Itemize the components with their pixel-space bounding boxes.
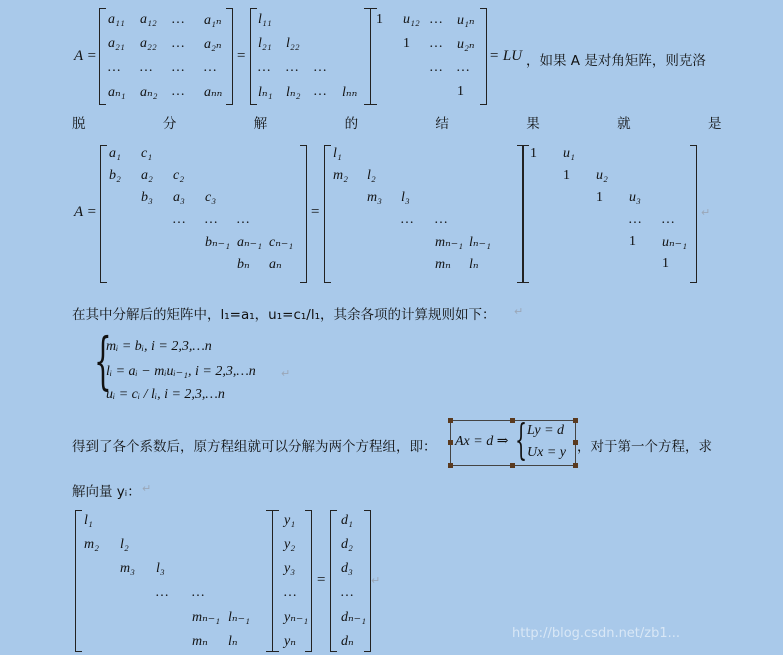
eq1-U-cell: … bbox=[430, 60, 443, 75]
eq1-L-cell: lₙ₂ bbox=[286, 85, 301, 100]
eq2-L-cell: mₙ₋₁ bbox=[435, 235, 464, 250]
eq3-y-cell: y₁ bbox=[284, 513, 296, 528]
eq2-U-cell: … bbox=[662, 212, 675, 227]
eq3-d-left-bracket bbox=[330, 510, 337, 652]
eq3-y-cell: yₙ bbox=[284, 634, 296, 649]
eq2-paragraph-mark: ↵ bbox=[701, 206, 711, 219]
eq1-U-right-bracket bbox=[480, 8, 487, 105]
eq3-L-cell: l₁ bbox=[84, 513, 93, 528]
eq2-L-cell: m₃ bbox=[367, 190, 382, 205]
eq1-A-cell: a₂ₙ bbox=[204, 37, 222, 52]
eq3-L-left-bracket bbox=[75, 510, 82, 652]
eq2-A-cell: … bbox=[173, 212, 186, 227]
eq1-A-cell: … bbox=[172, 12, 185, 27]
eq3-y-cell: y₂ bbox=[284, 537, 296, 552]
resize-handle-tr[interactable] bbox=[573, 418, 578, 423]
eq1-L-cell: l₂₂ bbox=[286, 36, 300, 51]
rule-u: uᵢ = cᵢ / lᵢ, i = 2,3,…n bbox=[106, 387, 225, 402]
eq2-L-cell: l₃ bbox=[401, 190, 410, 205]
eq3-L-cell: m₂ bbox=[84, 537, 99, 552]
eq1-A-cell: aₙₙ bbox=[204, 85, 223, 100]
eq1-A-cell: … bbox=[140, 60, 153, 75]
box-lhs: Ax = d ⇒ bbox=[455, 434, 509, 449]
eq2-A-cell: a₁ bbox=[109, 146, 121, 161]
resize-handle-ml[interactable] bbox=[448, 440, 453, 445]
eq2-A-cell: aₙ bbox=[269, 257, 282, 272]
eq1-lhs: A = bbox=[74, 48, 97, 64]
eq1-L-cell: … bbox=[258, 60, 271, 75]
eq1-line2-char: 分 bbox=[162, 116, 177, 132]
eq2-A-cell: c₃ bbox=[205, 190, 217, 205]
rules-brace: { bbox=[94, 324, 112, 397]
eq1-U-cell: u₁ₙ bbox=[457, 13, 475, 28]
eq3-y-cell: yₙ₋₁ bbox=[284, 610, 309, 625]
eq1-line2-char: 的 bbox=[344, 116, 359, 132]
eq2-A-cell: bₙ bbox=[237, 257, 250, 272]
eq1-L-cell: … bbox=[314, 84, 327, 99]
eq3-y-left-bracket bbox=[272, 510, 279, 652]
rule-l: lᵢ = aᵢ − mᵢuᵢ₋₁, i = 2,3,…n bbox=[106, 364, 256, 379]
eq2-A-cell: bₙ₋₁ bbox=[205, 235, 230, 250]
eq3-d-cell: … bbox=[341, 585, 354, 600]
eq2-A-left-bracket bbox=[100, 145, 107, 283]
eq2-equals: = bbox=[310, 204, 321, 220]
para2-paragraph-mark: ↵ bbox=[142, 482, 152, 495]
eq1-L-left-bracket bbox=[250, 8, 257, 105]
eq1-L-cell: l₁₁ bbox=[258, 12, 272, 27]
eq1-line2-char: 是 bbox=[708, 116, 722, 132]
eq2-U-cell: 1 bbox=[530, 146, 537, 161]
eq1-text: ，如果 A 是对角矩阵，则克洛 bbox=[526, 53, 706, 69]
eq2-U-cell: 1 bbox=[563, 168, 570, 183]
eq3-L-cell: lₙ bbox=[228, 634, 238, 649]
eq1-A-left-bracket bbox=[99, 8, 106, 105]
eq3-d-cell: dₙ₋₁ bbox=[341, 610, 366, 625]
eq1-U-cell: … bbox=[430, 12, 443, 27]
eq1-equals: = bbox=[236, 48, 247, 64]
para2-text-before: 得到了各个系数后，原方程组就可以分解为两个方程组，即： bbox=[72, 439, 437, 455]
eq1-L-cell: lₙₙ bbox=[342, 85, 358, 100]
eq3-d-cell: dₙ bbox=[341, 634, 354, 649]
eq3-d-cell: d₁ bbox=[341, 513, 353, 528]
eq2-L-cell: lₙ bbox=[469, 257, 479, 272]
eq1-A-cell: … bbox=[172, 84, 185, 99]
eq1-A-cell: … bbox=[172, 36, 185, 51]
eq3-L-cell: … bbox=[156, 585, 169, 600]
eq1-A-right-bracket bbox=[226, 8, 233, 105]
para2-text-after: ，对于第一个方程，求 bbox=[577, 439, 712, 455]
eq1-A-cell: a₁ₙ bbox=[204, 13, 222, 28]
rule-m: mᵢ = bᵢ, i = 2,3,…n bbox=[106, 339, 212, 354]
para2-line2: 解向量 yᵢ： bbox=[72, 484, 141, 500]
eq1-L-cell: … bbox=[286, 60, 299, 75]
eq1-line2-char: 结 bbox=[435, 116, 449, 132]
para1-paragraph-mark: ↵ bbox=[514, 305, 524, 318]
eq1-line2-char: 果 bbox=[526, 116, 540, 132]
eq2-A-cell: a₂ bbox=[141, 168, 153, 183]
eq2-L-cell: … bbox=[435, 212, 448, 227]
box-eq-ly: Ly = d bbox=[527, 423, 565, 438]
eq2-L-cell: … bbox=[401, 212, 414, 227]
rules-paragraph-mark: ↵ bbox=[281, 367, 291, 380]
eq1-A-cell: a₂₁ bbox=[108, 36, 125, 51]
eq2-L-cell: lₙ₋₁ bbox=[469, 235, 491, 250]
watermark: http://blog.csdn.net/zb1... bbox=[512, 626, 681, 641]
eq2-L-cell: l₂ bbox=[367, 168, 376, 183]
eq2-U-right-bracket bbox=[690, 145, 697, 283]
eq1-U-cell: 1 bbox=[403, 36, 410, 51]
eq2-U-cell: 1 bbox=[662, 256, 669, 271]
eq1-U-cell: 1 bbox=[457, 84, 464, 99]
eq2-U-cell: u₁ bbox=[563, 146, 575, 161]
eq3-paragraph-mark: ↵ bbox=[371, 574, 381, 587]
eq1-U-cell: … bbox=[430, 36, 443, 51]
eq1-U-cell: u₁₂ bbox=[403, 12, 420, 27]
eq2-A-cell: c₂ bbox=[173, 168, 185, 183]
eq1-A-cell: … bbox=[204, 60, 217, 75]
eq2-U-cell: 1 bbox=[629, 234, 636, 249]
eq2-U-cell: uₙ₋₁ bbox=[662, 235, 687, 250]
eq2-U-left-bracket bbox=[522, 145, 529, 283]
eq3-L-cell: … bbox=[192, 585, 205, 600]
eq3-L-cell: mₙ₋₁ bbox=[192, 610, 221, 625]
eq2-A-cell: aₙ₋₁ bbox=[237, 235, 262, 250]
eq2-lhs: A = bbox=[74, 204, 97, 220]
eq1-U-cell: … bbox=[457, 60, 470, 75]
eq2-A-cell: a₃ bbox=[173, 190, 185, 205]
eq2-A-cell: b₂ bbox=[109, 168, 121, 183]
eq1-L-cell: lₙ₁ bbox=[258, 85, 273, 100]
eq3-L-cell: l₂ bbox=[120, 537, 129, 552]
eq3-y-cell: y₃ bbox=[284, 561, 296, 576]
eq1-rhs: = LU bbox=[489, 48, 523, 64]
eq3-equals: = bbox=[316, 572, 327, 588]
eq2-A-right-bracket bbox=[300, 145, 307, 283]
eq2-A-cell: cₙ₋₁ bbox=[269, 235, 294, 250]
resize-handle-bl[interactable] bbox=[448, 463, 453, 468]
eq1-A-cell: … bbox=[172, 60, 185, 75]
eq3-L-cell: l₃ bbox=[156, 561, 165, 576]
para1-text: 在其中分解后的矩阵中，l₁=a₁，u₁=c₁/l₁，其余各项的计算规则如下： bbox=[72, 307, 496, 323]
eq2-U-cell: u₂ bbox=[596, 168, 608, 183]
resize-handle-tl[interactable] bbox=[448, 418, 453, 423]
eq1-line2-char: 脱 bbox=[72, 116, 86, 132]
box-eq-ux: Ux = y bbox=[527, 445, 566, 460]
eq2-L-cell: m₂ bbox=[333, 168, 348, 183]
eq2-L-left-bracket bbox=[324, 145, 331, 283]
eq1-A-cell: a₂₂ bbox=[140, 36, 157, 51]
eq2-L-cell: l₁ bbox=[333, 146, 342, 161]
eq1-L-cell: … bbox=[314, 60, 327, 75]
eq2-U-cell: u₃ bbox=[629, 190, 641, 205]
eq1-U-cell: 1 bbox=[376, 12, 383, 27]
formula-object-box[interactable] bbox=[450, 415, 576, 466]
eq1-L-cell: l₂₁ bbox=[258, 36, 272, 51]
eq1-line2-char: 解 bbox=[253, 116, 268, 132]
eq2-A-cell: c₁ bbox=[141, 146, 153, 161]
eq2-U-cell: … bbox=[629, 212, 642, 227]
eq1-A-cell: a₁₂ bbox=[140, 12, 157, 27]
eq1-line2-char: 就 bbox=[617, 116, 631, 132]
eq2-U-cell: 1 bbox=[596, 190, 603, 205]
eq2-A-cell: … bbox=[205, 212, 218, 227]
eq3-L-cell: lₙ₋₁ bbox=[228, 610, 250, 625]
eq2-A-cell: b₃ bbox=[141, 190, 153, 205]
resize-handle-br[interactable] bbox=[573, 463, 578, 468]
box-brace: { bbox=[515, 415, 528, 464]
eq1-A-cell: aₙ₂ bbox=[140, 85, 158, 100]
eq1-A-cell: … bbox=[108, 60, 121, 75]
eq2-A-cell: … bbox=[237, 212, 250, 227]
eq2-L-cell: mₙ bbox=[435, 257, 451, 272]
eq3-d-right-bracket bbox=[364, 510, 371, 652]
eq1-A-cell: a₁₁ bbox=[108, 12, 125, 27]
eq3-L-cell: mₙ bbox=[192, 634, 208, 649]
eq3-d-cell: d₂ bbox=[341, 537, 353, 552]
eq3-y-cell: … bbox=[284, 585, 297, 600]
eq1-A-cell: aₙ₁ bbox=[108, 85, 126, 100]
eq3-y-right-bracket bbox=[305, 510, 312, 652]
eq1-U-cell: u₂ₙ bbox=[457, 37, 475, 52]
eq3-L-cell: m₃ bbox=[120, 561, 135, 576]
eq3-d-cell: d₃ bbox=[341, 561, 353, 576]
